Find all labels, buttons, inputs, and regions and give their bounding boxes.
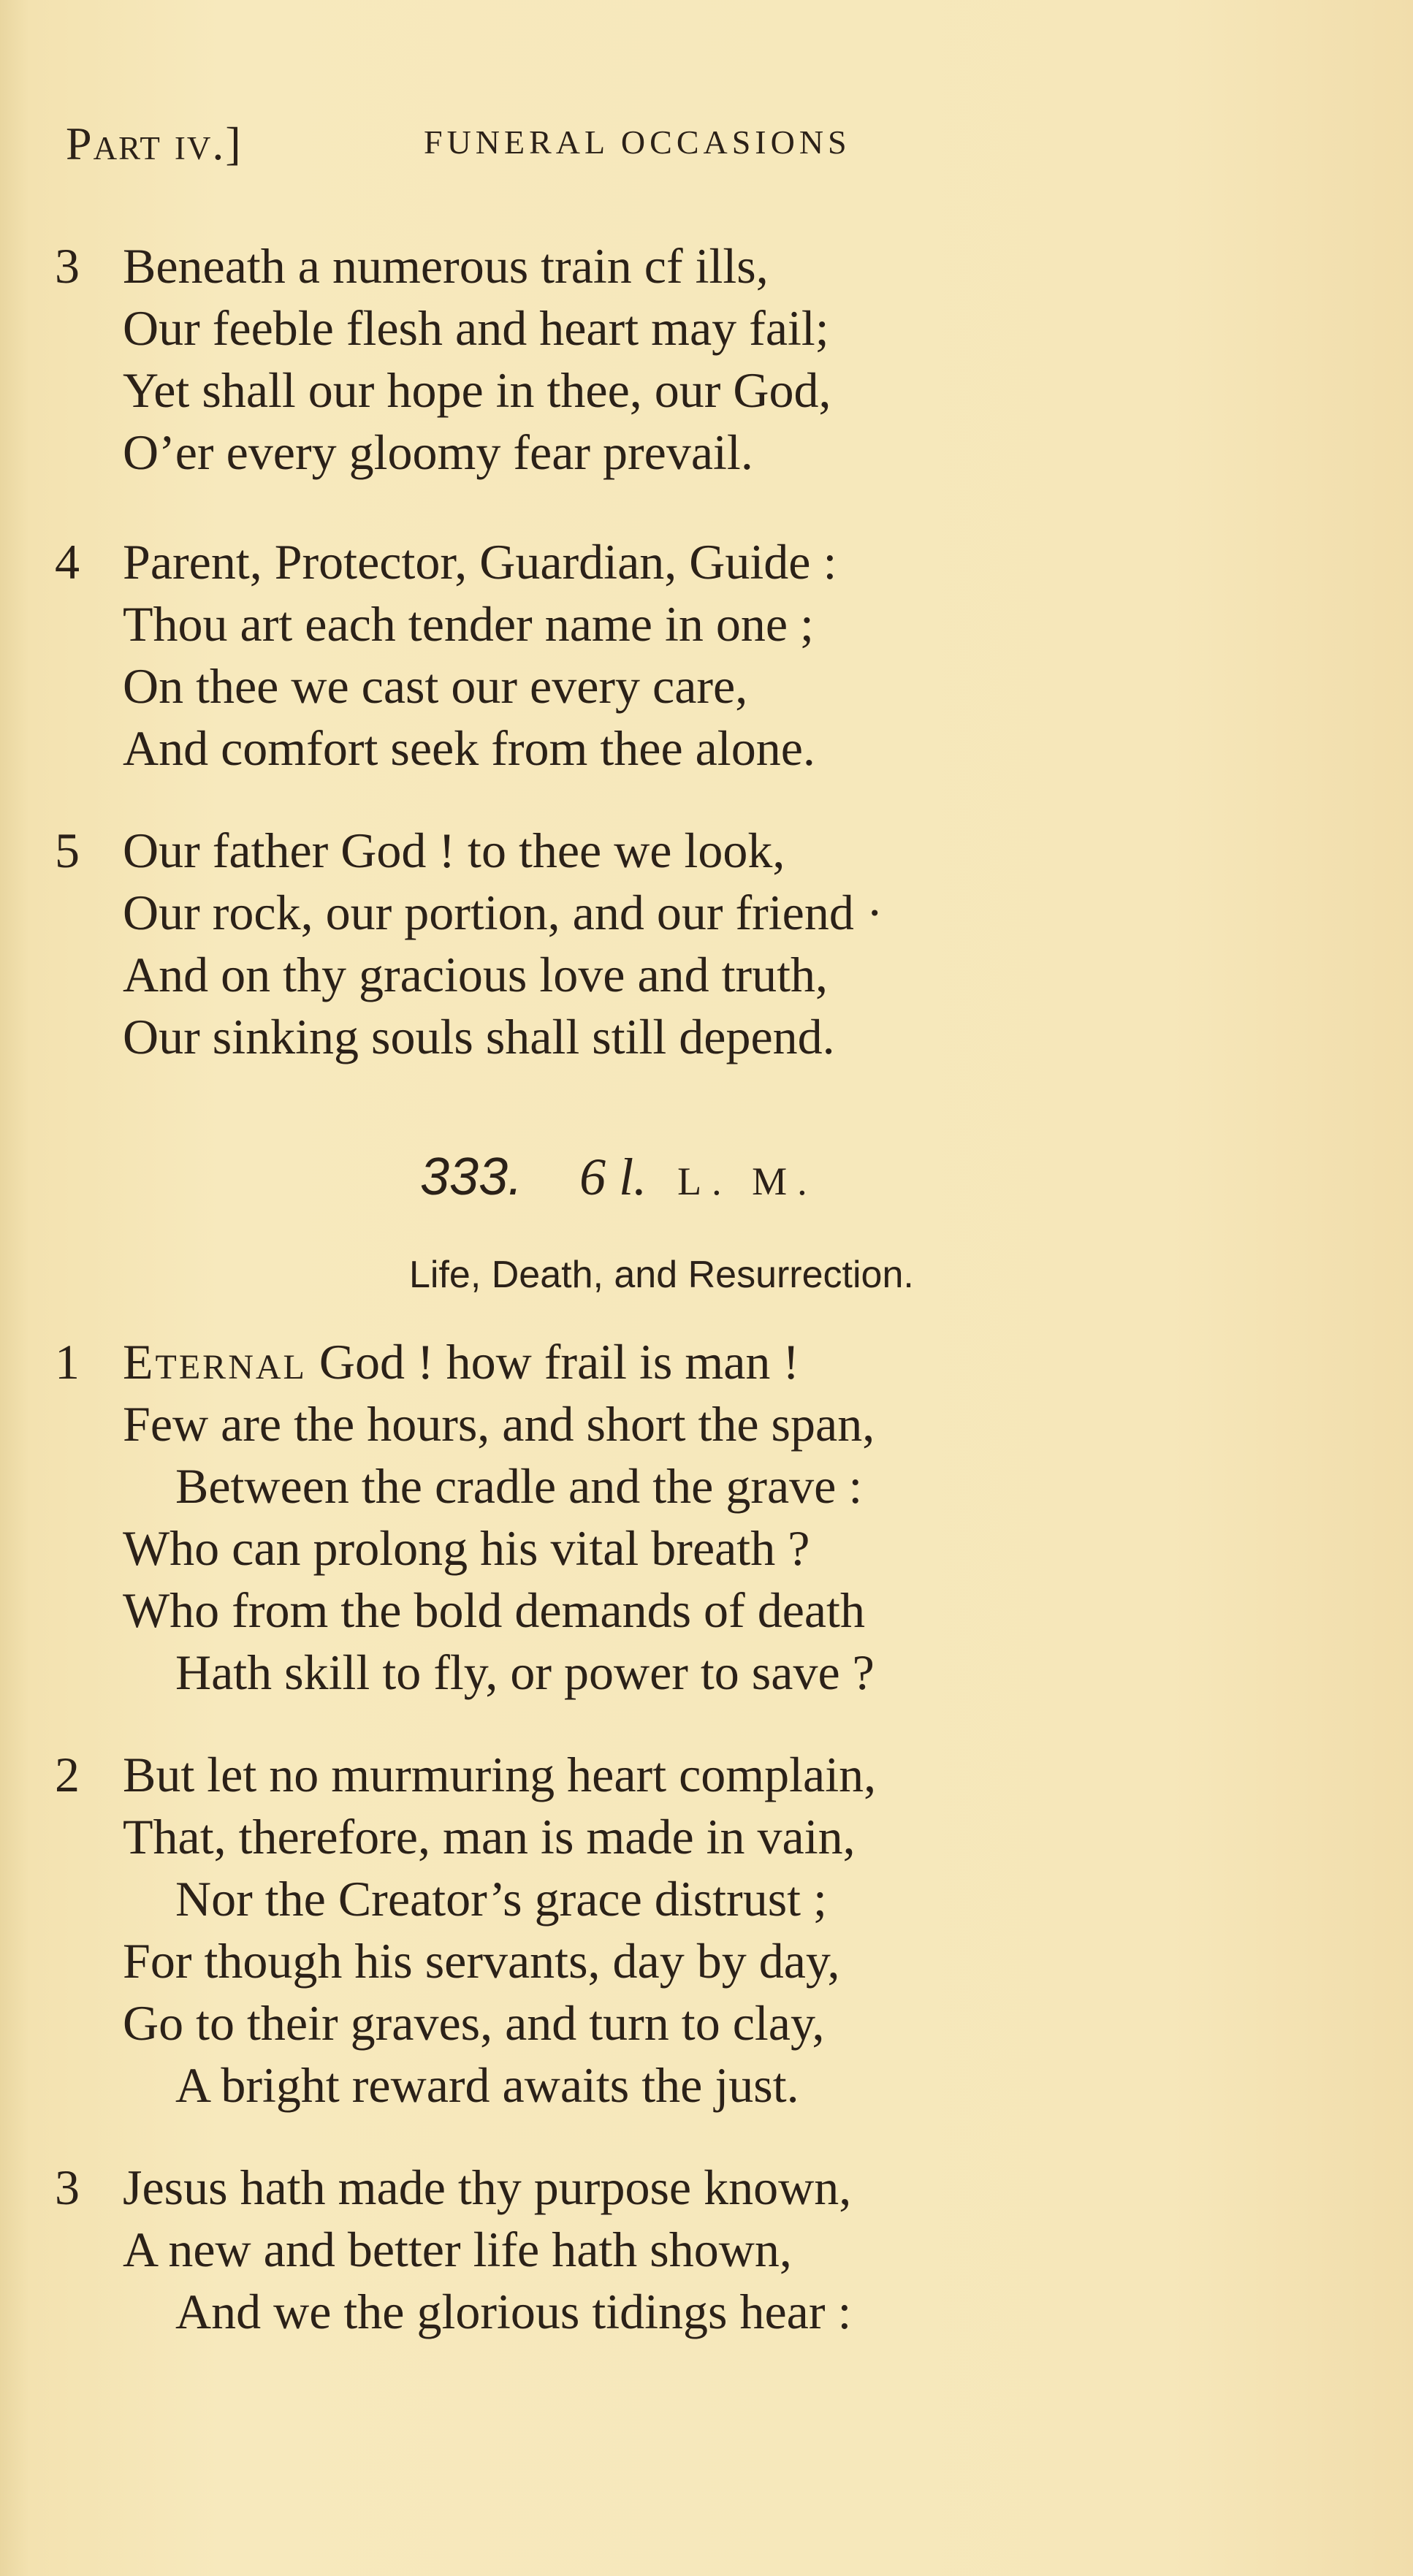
- verse-line: Our rock, our portion, and our friend ·: [123, 885, 883, 940]
- verse-line: A bright reward awaits the just.: [175, 2057, 799, 2113]
- stanza-number: 4: [55, 534, 80, 590]
- verse-line: Parent, Protector, Guardian, Guide :: [123, 534, 837, 590]
- verse-line: A new and better life hath shown,: [123, 2222, 792, 2277]
- verse-line: Our father God ! to thee we look,: [123, 823, 785, 878]
- first-word: Eternal: [123, 1334, 307, 1390]
- verse-line: Thou art each tender name in one ;: [123, 596, 814, 652]
- hymn-subtitle: Life, Death, and Resurrection.: [409, 1254, 914, 1296]
- part-label: Part iv.]: [66, 118, 243, 169]
- verse-line: That, therefore, man is made in vain,: [123, 1809, 856, 1864]
- hymn-heading: [420, 1147, 818, 1208]
- verse-line: Hath skill to fly, or power to save ?: [175, 1645, 875, 1700]
- hymn-meter: [579, 1148, 818, 1206]
- meter-label: L. M.: [677, 1159, 818, 1203]
- verse-line: And we the glorious tidings hear :: [175, 2284, 852, 2339]
- verse-line: Between the cradle and the grave :: [175, 1458, 863, 1514]
- section-title: FUNERAL OCCASIONS: [424, 123, 851, 161]
- stanza-number: 1: [55, 1334, 80, 1390]
- meter-prefix: 6 l.: [579, 1148, 647, 1206]
- verse-line: [123, 1334, 800, 1390]
- stanza-number: 3: [55, 238, 80, 294]
- verse-line: Our feeble flesh and heart may fail;: [123, 300, 829, 356]
- hymn-number: 333.: [420, 1148, 523, 1206]
- verse-line: O’er every gloomy fear prevail.: [123, 424, 753, 480]
- verse-line: Who from the bold demands of death: [123, 1582, 865, 1638]
- verse-line: And on thy gracious love and truth,: [123, 947, 829, 1002]
- verse-line: Beneath a numerous train cf ills,: [123, 238, 769, 294]
- verse-line: For though his servants, day by day,: [123, 1933, 840, 1989]
- verse-line: Few are the hours, and short the span,: [123, 1396, 875, 1452]
- verse-line: Yet shall our hope in thee, our God,: [123, 362, 831, 418]
- stanza-number: 5: [55, 823, 80, 878]
- verse-line: On thee we cast our every care,: [123, 658, 748, 714]
- verse-line: And comfort seek from thee alone.: [123, 720, 815, 776]
- verse-line: Go to their graves, and turn to clay,: [123, 1995, 825, 2051]
- verse-line: But let no murmuring heart complain,: [123, 1747, 877, 1802]
- stanza-number: 3: [55, 2160, 80, 2215]
- verse-line: Nor the Creator’s grace distrust ;: [175, 1871, 827, 1927]
- verse-line: Our sinking souls shall still depend.: [123, 1009, 835, 1064]
- verse-line: Who can prolong his vital breath ?: [123, 1520, 810, 1576]
- running-head: [66, 117, 1381, 175]
- verse-line-rest: God ! how frail is man !: [306, 1334, 800, 1390]
- stanza-number: 2: [55, 1747, 80, 1802]
- verse-line: Jesus hath made thy purpose known,: [123, 2160, 852, 2215]
